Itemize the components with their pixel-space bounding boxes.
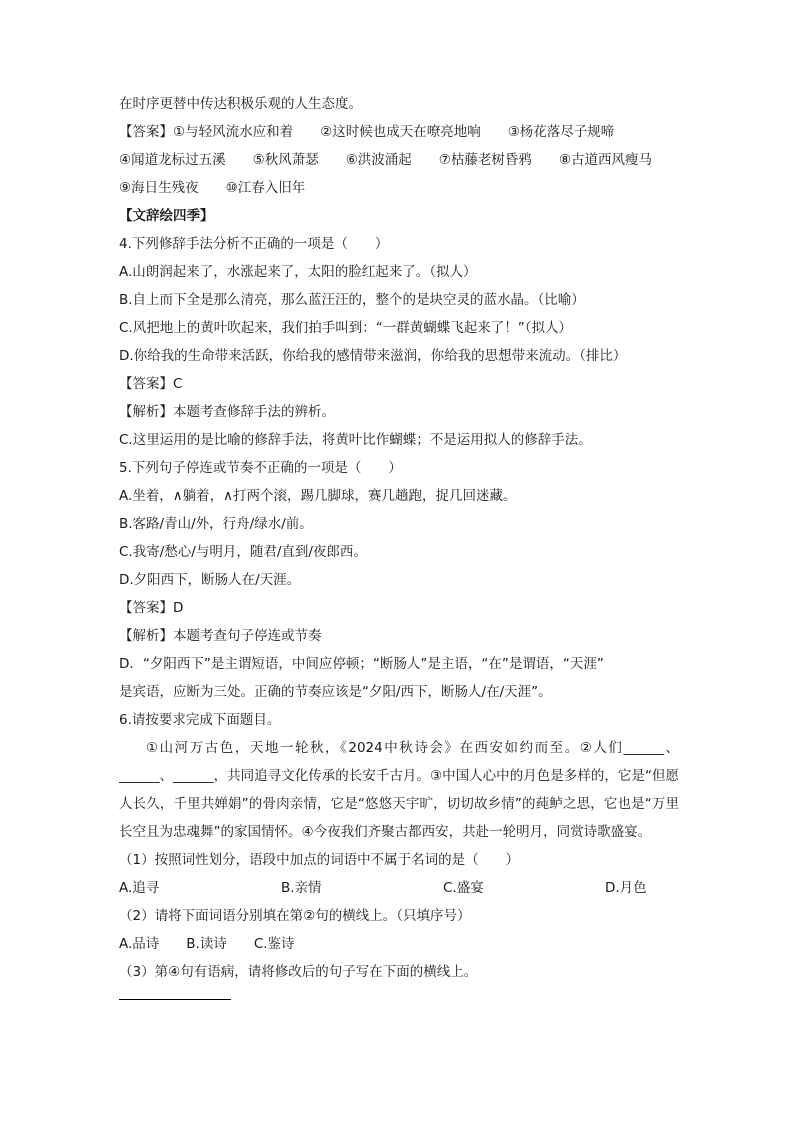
sub-question-3: （3）第④句有语病，请将修改后的句子写在下面的横线上。: [119, 964, 478, 980]
answer-line: ④闻道龙标过五溪 ⑤秋风萧瑟 ⑥洪波涌起 ⑦枯藤老树昏鸦 ⑧古道西风瘦马: [119, 152, 653, 168]
option-4d: D.你给我的生命带来活跃，你给我的感情带来滋润，你给我的思想带来流动。（排比）: [119, 348, 627, 364]
sub-question-2: （2）请将下面词语分别填在第②句的横线上。（只填序号）: [119, 908, 471, 924]
answer-blank-line[interactable]: [119, 998, 231, 1000]
sub-question-1-options: [119, 874, 679, 902]
option-5b: B.客路/青山/外，行舟/绿水/前。: [119, 516, 313, 532]
answer-5: 【答案】D: [119, 600, 184, 616]
option-4b: B.自上而下全是那么清亮，那么蓝汪汪的，整个的是块空灵的蓝水晶。（比喻）: [119, 292, 585, 308]
text-line: 在时序更替中传达积极乐观的人生态度。: [119, 96, 362, 112]
option-1d: D.月色: [605, 880, 647, 896]
sub-question-2-options: A.品诗 B.读诗 C.鉴诗: [119, 936, 295, 952]
explanation-5: 是宾语，应断为三处。正确的节奏应该是“夕阳/西下，断肠人/在/天涯”。: [119, 684, 552, 700]
reading-passage: ①山河万古色，天地一轮秋，《2024中秋诗会》在西安如约而至。②人们______、______、______，共同追寻文化传承的长安千古月。③中国人心中的月色是多样的，它是“但愿人长久，千里共婵娟”的骨肉亲情，它是“悠悠天宇旷，切切故乡情”的莼鲈之思，它也是“万里长空且为忠魂舞”的家国情怀。④今夜我们齐聚古都西安，共赴一轮明月，同赏诗歌盛宴。: [119, 740, 679, 840]
option-1c: C.盛宴: [443, 880, 484, 896]
document-page: [119, 90, 679, 1000]
explanation-4: 【解析】本题考查修辞手法的辨析。: [119, 404, 335, 420]
option-5d: D.夕阳西下，断肠人在/天涯。: [119, 572, 301, 588]
sub-question-1: （1）按照词性划分，语段中加点的词语中不属于名词的是（ ）: [119, 852, 520, 868]
option-5c: C.我寄/愁心/与明月，随君/直到/夜郎西。: [119, 544, 367, 560]
explanation-4: C.这里运用的是比喻的修辞手法，将黄叶比作蝴蝶；不是运用拟人的修辞手法。: [119, 432, 592, 448]
option-1b: B.亲情: [281, 880, 322, 896]
option-4c: C.风把地上的黄叶吹起来，我们拍手叫到：“一群黄蝴蝶飞起来了！”（拟人）: [119, 320, 572, 336]
option-1a: A.追寻: [119, 880, 160, 896]
answer-4: 【答案】C: [119, 376, 183, 392]
answer-line: ⑨海日生残夜 ⑩江春入旧年: [119, 180, 306, 196]
option-4a: A.山朗润起来了，水涨起来了，太阳的脸红起来了。（拟人）: [119, 264, 477, 280]
explanation-5: 【解析】本题考查句子停连或节奏: [119, 628, 322, 644]
question-5: 5.下列句子停连或节奏不正确的一项是（ ）: [119, 460, 402, 476]
explanation-5: D．“夕阳西下”是主谓短语，中间应停顿；“断肠人”是主语，“在”是谓语，“天涯”: [119, 656, 604, 672]
option-5a: A.坐着，∧躺着，∧打两个滚，踢几脚球，赛几趟跑，捉几回迷藏。: [119, 488, 517, 504]
section-heading: 【文辞绘四季】: [119, 208, 214, 224]
question-6: 6.请按要求完成下面题目。: [119, 712, 281, 728]
answer-line: 【答案】①与轻风流水应和着 ②这时候也成天在嘹亮地响 ③杨花落尽子规啼: [119, 124, 615, 140]
question-4: 4.下列修辞手法分析不正确的一项是（ ）: [119, 236, 389, 252]
